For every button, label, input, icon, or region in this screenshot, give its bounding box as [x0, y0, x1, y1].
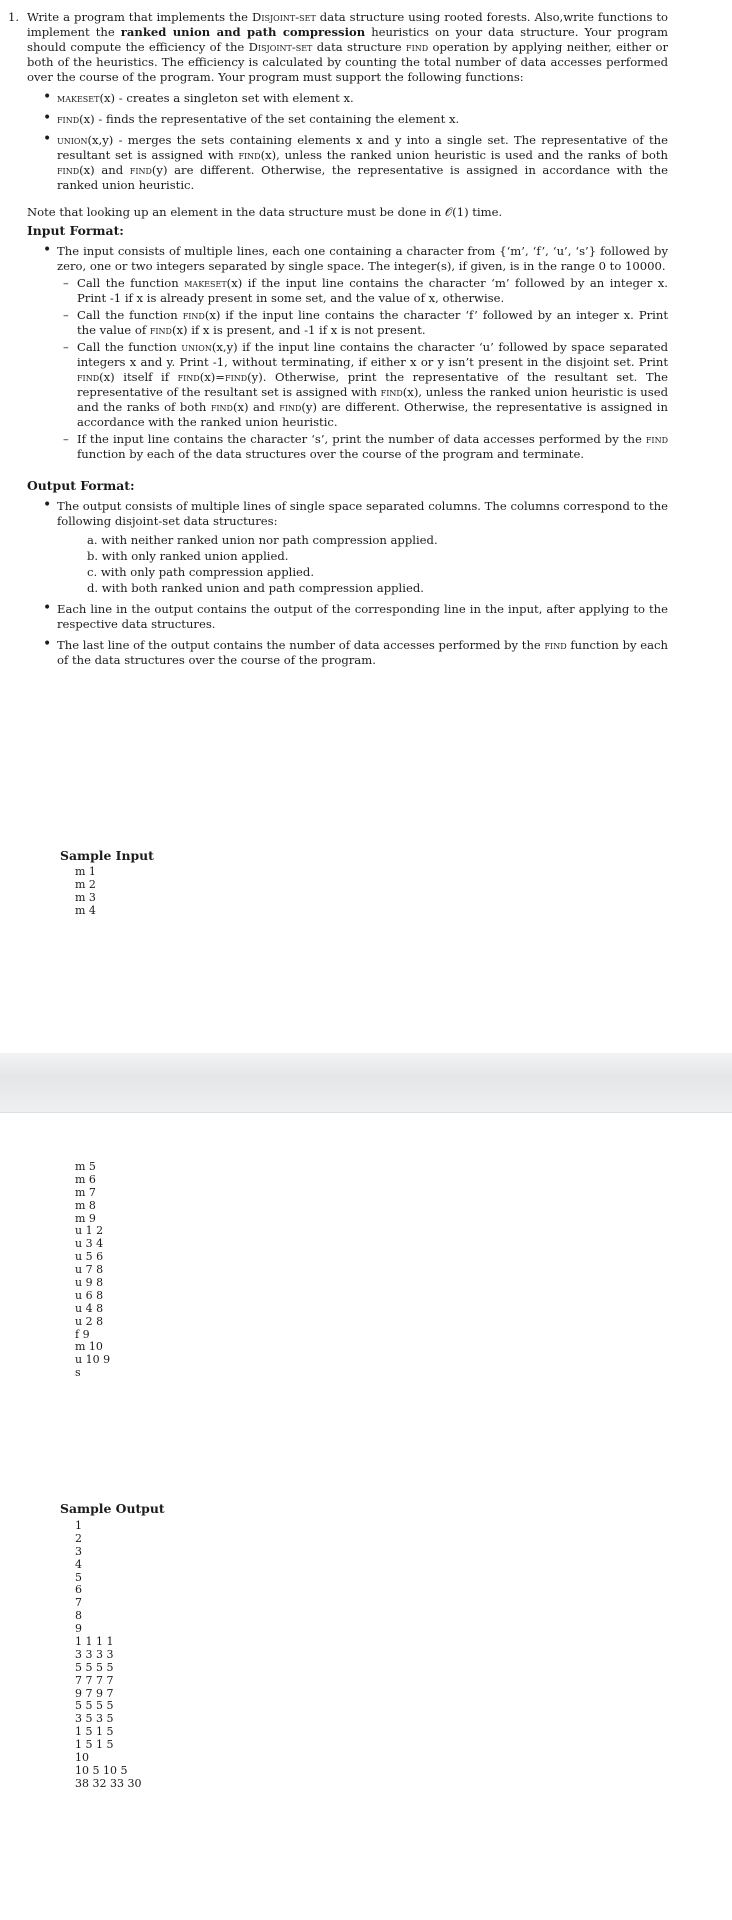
- smallcaps-term: find: [279, 400, 302, 414]
- sample-line: 5 5 5 5: [75, 1660, 114, 1674]
- smallcaps-term: find: [177, 370, 200, 384]
- smallcaps-term: find: [129, 163, 152, 177]
- smallcaps-term: Disjoint-set: [252, 10, 316, 24]
- sample-line: 1: [75, 1519, 82, 1532]
- input-format-list: [27, 244, 668, 462]
- sample-line: f 9: [75, 1327, 90, 1341]
- problem-number: 1.: [8, 10, 20, 24]
- smallcaps-term: find: [149, 323, 172, 337]
- smallcaps-term: makeset: [57, 91, 100, 105]
- problem-intro: Write a program that implements the Disjoint-set data structure using rooted forests. Also,write functions to implement the ranked union and path compression heuristics on your data structure. Your program should compute the efficiency of the Disjoint-set data structure find operation by applying neither, either or both of the heuristics. The efficiency is calculated by counting the total number of data accesses performed over the course of the program. Your program must support the following functions:: [27, 10, 669, 84]
- smallcaps-term: find: [238, 148, 261, 162]
- sample-line: 9 7 9 7: [75, 1686, 114, 1700]
- sample-line: 5 5 5 5: [75, 1699, 114, 1713]
- sample-line: m 1: [75, 865, 96, 878]
- sample-line: u 6 8: [75, 1288, 104, 1302]
- sample-line: m 5: [75, 1160, 96, 1173]
- sample-line: 3 5 3 5: [75, 1712, 114, 1726]
- sample-line: m 4: [75, 903, 96, 917]
- sample-line: 2: [75, 1531, 82, 1545]
- sample-line: 7 7 7 7: [75, 1673, 114, 1687]
- sample-line: m 9: [75, 1211, 96, 1225]
- problem-statement: [8, 10, 668, 668]
- smallcaps-term: find: [210, 400, 233, 414]
- function-union: • union(x,y) - merges the sets containing elements x and y into a single set. The representative of the resultant set is assigned with find(x), unless the ranked union heuristic is used and the ranks of both find(x) and find(y) are different. Otherwise, the representative is assigned in accordance with the ranked union heuristic.: [27, 133, 668, 193]
- sample-line: 6: [75, 1583, 82, 1597]
- sample-line: 1 5 1 5: [75, 1738, 114, 1752]
- sample-output-heading: Sample Output: [60, 1501, 165, 1516]
- input-format-heading: Input Format:: [27, 223, 124, 238]
- input-rule-stats: – If the input line contains the character ‘s’, print the number of data accesses performed by the find function by each of the data structures over the course of the program and terminate.: [57, 432, 668, 462]
- sample-line: 3: [75, 1544, 82, 1558]
- sample-line: 5: [75, 1570, 82, 1584]
- sample-line: 1 5 1 5: [75, 1725, 114, 1739]
- sample-line: m 10: [75, 1340, 103, 1354]
- sample-line: m 8: [75, 1198, 96, 1212]
- input-rule-union: – Call the function union(x,y) if the input line contains the character ‘u’ followed by space separated integers x and y. Print -1, without terminating, if either x or y isn’t present in the disjoint set. Print find(x) itself if find(x)=find(y). Otherwise, print the representative of the resultant set. The representative of the resultant set is assigned with find(x), unless the ranked union heuristic is used and the ranks of both find(x) and find(y) are different. Otherwise, the representative is assigned in accordance with the ranked union heuristic.: [57, 340, 668, 430]
- smallcaps-term: find: [57, 112, 80, 126]
- smallcaps-term: find: [225, 370, 248, 384]
- sample-line: u 2 8: [75, 1314, 104, 1328]
- output-column-c: c. with only path compression applied.: [87, 565, 315, 579]
- output-format-list: [27, 499, 668, 668]
- sample-line: 3 3 3 3: [75, 1647, 114, 1661]
- sample-line: u 3 4: [75, 1237, 104, 1251]
- smallcaps-term: makeset: [184, 276, 227, 290]
- sample-line: 4: [75, 1557, 82, 1571]
- smallcaps-term: find: [645, 432, 668, 446]
- sample-line: u 10 9: [75, 1353, 111, 1367]
- bold-term: ranked union and path compression: [120, 25, 366, 39]
- input-rule-find: – Call the function find(x) if the input line contains the character ‘f’ followed by an integer x. Print the value of find(x) if x is present, and -1 if x is not present.: [57, 308, 668, 338]
- smallcaps-term: find: [380, 385, 403, 399]
- sample-input-part2: [75, 1161, 110, 1380]
- sample-line: u 4 8: [75, 1301, 104, 1315]
- sample-line: 7: [75, 1596, 82, 1610]
- smallcaps-term: find: [544, 638, 567, 652]
- output-columns: [57, 533, 668, 596]
- output-last-line-rule: • The last line of the output contains the number of data accesses performed by the find function by each of the data structures over the course of the program.: [27, 638, 668, 668]
- page-break-divider: [0, 1053, 732, 1113]
- sample-line: m 3: [75, 890, 96, 904]
- function-find: • find(x) - finds the representative of the set containing the element x.: [27, 112, 668, 127]
- sample-output: [75, 1520, 141, 1791]
- output-format-intro: The output consists of multiple lines of single space separated columns. The columns correspond to the following disjoint-set data structures:: [57, 499, 668, 528]
- output-column-a: a. with neither ranked union nor path compression applied.: [87, 533, 438, 547]
- function-list: [27, 91, 668, 193]
- smallcaps-term: Disjoint-set: [248, 40, 313, 54]
- smallcaps-term: find: [406, 40, 429, 54]
- sample-line: u 5 6: [75, 1250, 104, 1264]
- input-rule-makeset: – Call the function makeset(x) if the input line contains the character ‘m’ followed by an integer x. Print -1 if x is already present in some set, and the value of x, otherwise.: [57, 276, 668, 306]
- smallcaps-term: union: [181, 340, 212, 354]
- sample-line: m 6: [75, 1172, 96, 1186]
- smallcaps-term: find: [182, 308, 205, 322]
- sample-line: 8: [75, 1609, 82, 1623]
- output-column-d: d. with both ranked union and path compression applied.: [87, 581, 424, 595]
- smallcaps-term: find: [57, 163, 80, 177]
- input-format-item: [27, 244, 668, 462]
- output-line-rule: • Each line in the output contains the output of the corresponding line in the input, after applying to the respective data structures.: [27, 602, 668, 632]
- lookup-note: Note that looking up an element in the data structure must be done in 𝒪(1) time.: [27, 205, 503, 219]
- sample-line: u 9 8: [75, 1276, 104, 1290]
- output-format-heading: Output Format:: [27, 478, 135, 493]
- input-rules: [57, 276, 668, 462]
- output-column-b: b. with only ranked union applied.: [87, 549, 289, 563]
- sample-line: m 7: [75, 1185, 96, 1199]
- sample-line: m 2: [75, 877, 96, 891]
- smallcaps-term: find: [77, 370, 100, 384]
- sample-line: 9: [75, 1622, 82, 1636]
- input-format-intro: The input consists of multiple lines, each one containing a character from {‘m’, ‘f’, ‘u’, ‘s’} followed by zero, one or two integers separated by single space. The integer(s), if given, is in the range 0 to 10000.: [57, 244, 668, 273]
- sample-input-heading: Sample Input: [60, 848, 154, 863]
- sample-line: 38 32 33 30: [75, 1776, 142, 1790]
- sample-line: u 7 8: [75, 1263, 104, 1277]
- sample-input-part1: [75, 866, 96, 918]
- sample-line: 10 5 10 5: [75, 1763, 128, 1777]
- function-makeset: • makeset(x) - creates a singleton set with element x.: [27, 91, 668, 106]
- sample-line: s: [75, 1366, 81, 1380]
- sample-line: 1 1 1 1: [75, 1635, 114, 1649]
- smallcaps-term: union: [57, 133, 88, 147]
- output-format-item: [27, 499, 668, 596]
- sample-line: 10: [75, 1751, 89, 1765]
- sample-line: u 1 2: [75, 1224, 104, 1238]
